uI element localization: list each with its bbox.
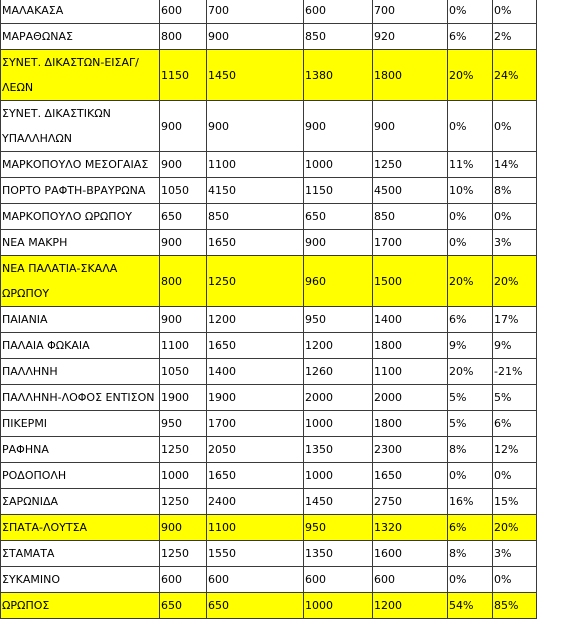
value-cell-4: 2000 [373,385,448,411]
percent-cell-1: 54% [448,593,493,619]
value-cell-1: 900 [160,307,207,333]
table-row [1,256,537,307]
area-name-cell: ΜΑΡΑΘΩΝΑΣ [1,24,160,50]
value-cell-2: 2400 [207,489,304,515]
percent-cell-1: 20% [448,50,493,101]
table-row [1,50,537,101]
percent-cell-2: 20% [493,256,537,307]
value-cell-4: 1500 [373,256,448,307]
percent-cell-2: 24% [493,50,537,101]
table-row [1,541,537,567]
percent-cell-2: 85% [493,593,537,619]
value-cell-3: 900 [304,230,373,256]
table-row [1,0,537,24]
value-cell-2: 1700 [207,411,304,437]
table-row [1,178,537,204]
value-cell-2: 1650 [207,333,304,359]
area-name-cell: ΝΕΑ ΜΑΚΡΗ [1,230,160,256]
value-cell-2: 1900 [207,385,304,411]
percent-cell-1: 0% [448,567,493,593]
value-cell-4: 1600 [373,541,448,567]
area-name-cell: ΣΑΡΩΝΙΔΑ [1,489,160,515]
value-cell-1: 1100 [160,333,207,359]
value-cell-3: 1380 [304,50,373,101]
percent-cell-1: 5% [448,385,493,411]
percent-cell-1: 0% [448,0,493,24]
value-cell-1: 1050 [160,178,207,204]
percent-cell-2: 9% [493,333,537,359]
value-cell-2: 1200 [207,307,304,333]
value-cell-2: 900 [207,24,304,50]
percent-cell-2: 17% [493,307,537,333]
table-row [1,24,537,50]
table-row [1,152,537,178]
value-cell-3: 1000 [304,463,373,489]
value-cell-4: 1100 [373,359,448,385]
area-name-cell: ΠΙΚΕΡΜΙ [1,411,160,437]
value-cell-4: 1800 [373,411,448,437]
percent-cell-1: 20% [448,359,493,385]
value-cell-3: 900 [304,101,373,152]
value-cell-3: 1260 [304,359,373,385]
value-cell-4: 2300 [373,437,448,463]
percent-cell-1: 11% [448,152,493,178]
value-cell-1: 1250 [160,541,207,567]
price-table-body [1,0,537,619]
value-cell-4: 700 [373,0,448,24]
area-name-cell: ΠΑΙΑΝΙΑ [1,307,160,333]
value-cell-1: 1050 [160,359,207,385]
area-name-cell: ΜΑΛΑΚΑΣΑ [1,0,160,24]
percent-cell-1: 6% [448,24,493,50]
percent-cell-1: 9% [448,333,493,359]
percent-cell-1: 16% [448,489,493,515]
table-row [1,411,537,437]
value-cell-1: 1150 [160,50,207,101]
percent-cell-2: 20% [493,515,537,541]
value-cell-2: 1100 [207,152,304,178]
value-cell-2: 850 [207,204,304,230]
value-cell-3: 950 [304,515,373,541]
area-name-cell: ΡΑΦΗΝΑ [1,437,160,463]
area-name-cell: ΣΤΑΜΑΤΑ [1,541,160,567]
area-name-cell: ΡΟΔΟΠΟΛΗ [1,463,160,489]
value-cell-1: 600 [160,0,207,24]
value-cell-1: 600 [160,567,207,593]
value-cell-2: 1650 [207,463,304,489]
value-cell-1: 1250 [160,489,207,515]
value-cell-4: 920 [373,24,448,50]
value-cell-2: 700 [207,0,304,24]
value-cell-4: 1800 [373,50,448,101]
percent-cell-2: 5% [493,385,537,411]
value-cell-3: 650 [304,204,373,230]
percent-cell-1: 0% [448,230,493,256]
value-cell-1: 900 [160,152,207,178]
value-cell-4: 1250 [373,152,448,178]
value-cell-3: 960 [304,256,373,307]
percent-cell-2: 8% [493,178,537,204]
value-cell-2: 1450 [207,50,304,101]
percent-cell-1: 6% [448,307,493,333]
value-cell-2: 1400 [207,359,304,385]
table-row [1,359,537,385]
area-name-cell: ΝΕΑ ΠΑΛΑΤΙΑ-ΣΚΑΛΑ ΩΡΩΠΟΥ [1,256,160,307]
value-cell-3: 1000 [304,411,373,437]
percent-cell-1: 10% [448,178,493,204]
value-cell-4: 900 [373,101,448,152]
percent-cell-2: 0% [493,463,537,489]
percent-cell-1: 5% [448,411,493,437]
value-cell-2: 4150 [207,178,304,204]
value-cell-1: 950 [160,411,207,437]
value-cell-3: 1200 [304,333,373,359]
percent-cell-2: 0% [493,101,537,152]
value-cell-4: 2750 [373,489,448,515]
value-cell-3: 1000 [304,152,373,178]
percent-cell-2: 2% [493,24,537,50]
value-cell-4: 1700 [373,230,448,256]
percent-cell-1: 0% [448,204,493,230]
value-cell-1: 650 [160,593,207,619]
percent-cell-1: 0% [448,463,493,489]
value-cell-2: 1550 [207,541,304,567]
value-cell-4: 1200 [373,593,448,619]
value-cell-1: 1250 [160,437,207,463]
percent-cell-2: 14% [493,152,537,178]
table-row [1,385,537,411]
value-cell-1: 900 [160,101,207,152]
area-name-cell: ΠΟΡΤΟ ΡΑΦΤΗ-ΒΡΑΥΡΩΝΑ [1,178,160,204]
value-cell-3: 2000 [304,385,373,411]
table-row [1,567,537,593]
table-row [1,230,537,256]
value-cell-1: 900 [160,230,207,256]
percent-cell-2: 0% [493,567,537,593]
table-row [1,204,537,230]
value-cell-2: 1650 [207,230,304,256]
value-cell-2: 1100 [207,515,304,541]
value-cell-3: 1000 [304,593,373,619]
value-cell-1: 800 [160,256,207,307]
percent-cell-2: 6% [493,411,537,437]
percent-cell-1: 6% [448,515,493,541]
value-cell-3: 1350 [304,437,373,463]
area-name-cell: ΣΥΝΕΤ. ΔΙΚΑΣΤΩΝ-ΕΙΣΑΓ/ ΛΕΩΝ [1,50,160,101]
percent-cell-2: 15% [493,489,537,515]
percent-cell-2: 0% [493,0,537,24]
value-cell-3: 1450 [304,489,373,515]
value-cell-3: 1350 [304,541,373,567]
value-cell-4: 1650 [373,463,448,489]
value-cell-4: 1400 [373,307,448,333]
table-row [1,307,537,333]
value-cell-4: 4500 [373,178,448,204]
area-name-cell: ΣΠΑΤΑ-ΛΟΥΤΣΑ [1,515,160,541]
value-cell-4: 1320 [373,515,448,541]
table-row [1,463,537,489]
area-name-cell: ΣΥΝΕΤ. ΔΙΚΑΣΤΙΚΩΝ ΥΠΑΛΛΗΛΩΝ [1,101,160,152]
percent-cell-1: 0% [448,101,493,152]
table-row [1,489,537,515]
value-cell-2: 650 [207,593,304,619]
area-name-cell: ΠΑΛΑΙΑ ΦΩΚΑΙΑ [1,333,160,359]
value-cell-1: 1900 [160,385,207,411]
value-cell-4: 600 [373,567,448,593]
table-row [1,437,537,463]
area-name-cell: ΜΑΡΚΟΠΟΥΛΟ ΜΕΣΟΓΑΙΑΣ [1,152,160,178]
percent-cell-2: 3% [493,541,537,567]
value-cell-1: 650 [160,204,207,230]
value-cell-3: 850 [304,24,373,50]
value-cell-2: 1250 [207,256,304,307]
value-cell-1: 800 [160,24,207,50]
percent-cell-2: 3% [493,230,537,256]
percent-cell-1: 20% [448,256,493,307]
table-row [1,333,537,359]
value-cell-3: 950 [304,307,373,333]
percent-cell-2: 0% [493,204,537,230]
area-name-cell: ΩΡΩΠΟΣ [1,593,160,619]
value-cell-3: 600 [304,567,373,593]
percent-cell-1: 8% [448,437,493,463]
percent-cell-2: 12% [493,437,537,463]
area-name-cell: ΜΑΡΚΟΠΟΥΛΟ ΩΡΩΠΟΥ [1,204,160,230]
value-cell-3: 1150 [304,178,373,204]
value-cell-4: 1800 [373,333,448,359]
value-cell-3: 600 [304,0,373,24]
percent-cell-1: 8% [448,541,493,567]
value-cell-4: 850 [373,204,448,230]
table-row [1,593,537,619]
area-name-cell: ΣΥΚΑΜΙΝΟ [1,567,160,593]
area-name-cell: ΠΑΛΛΗΝΗ-ΛΟΦΟΣ ΕΝΤΙΣΟΝ [1,385,160,411]
value-cell-1: 1000 [160,463,207,489]
table-row [1,101,537,152]
table-row [1,515,537,541]
value-cell-2: 900 [207,101,304,152]
value-cell-2: 600 [207,567,304,593]
value-cell-2: 2050 [207,437,304,463]
value-cell-1: 900 [160,515,207,541]
area-name-cell: ΠΑΛΛΗΝΗ [1,359,160,385]
percent-cell-2: -21% [493,359,537,385]
